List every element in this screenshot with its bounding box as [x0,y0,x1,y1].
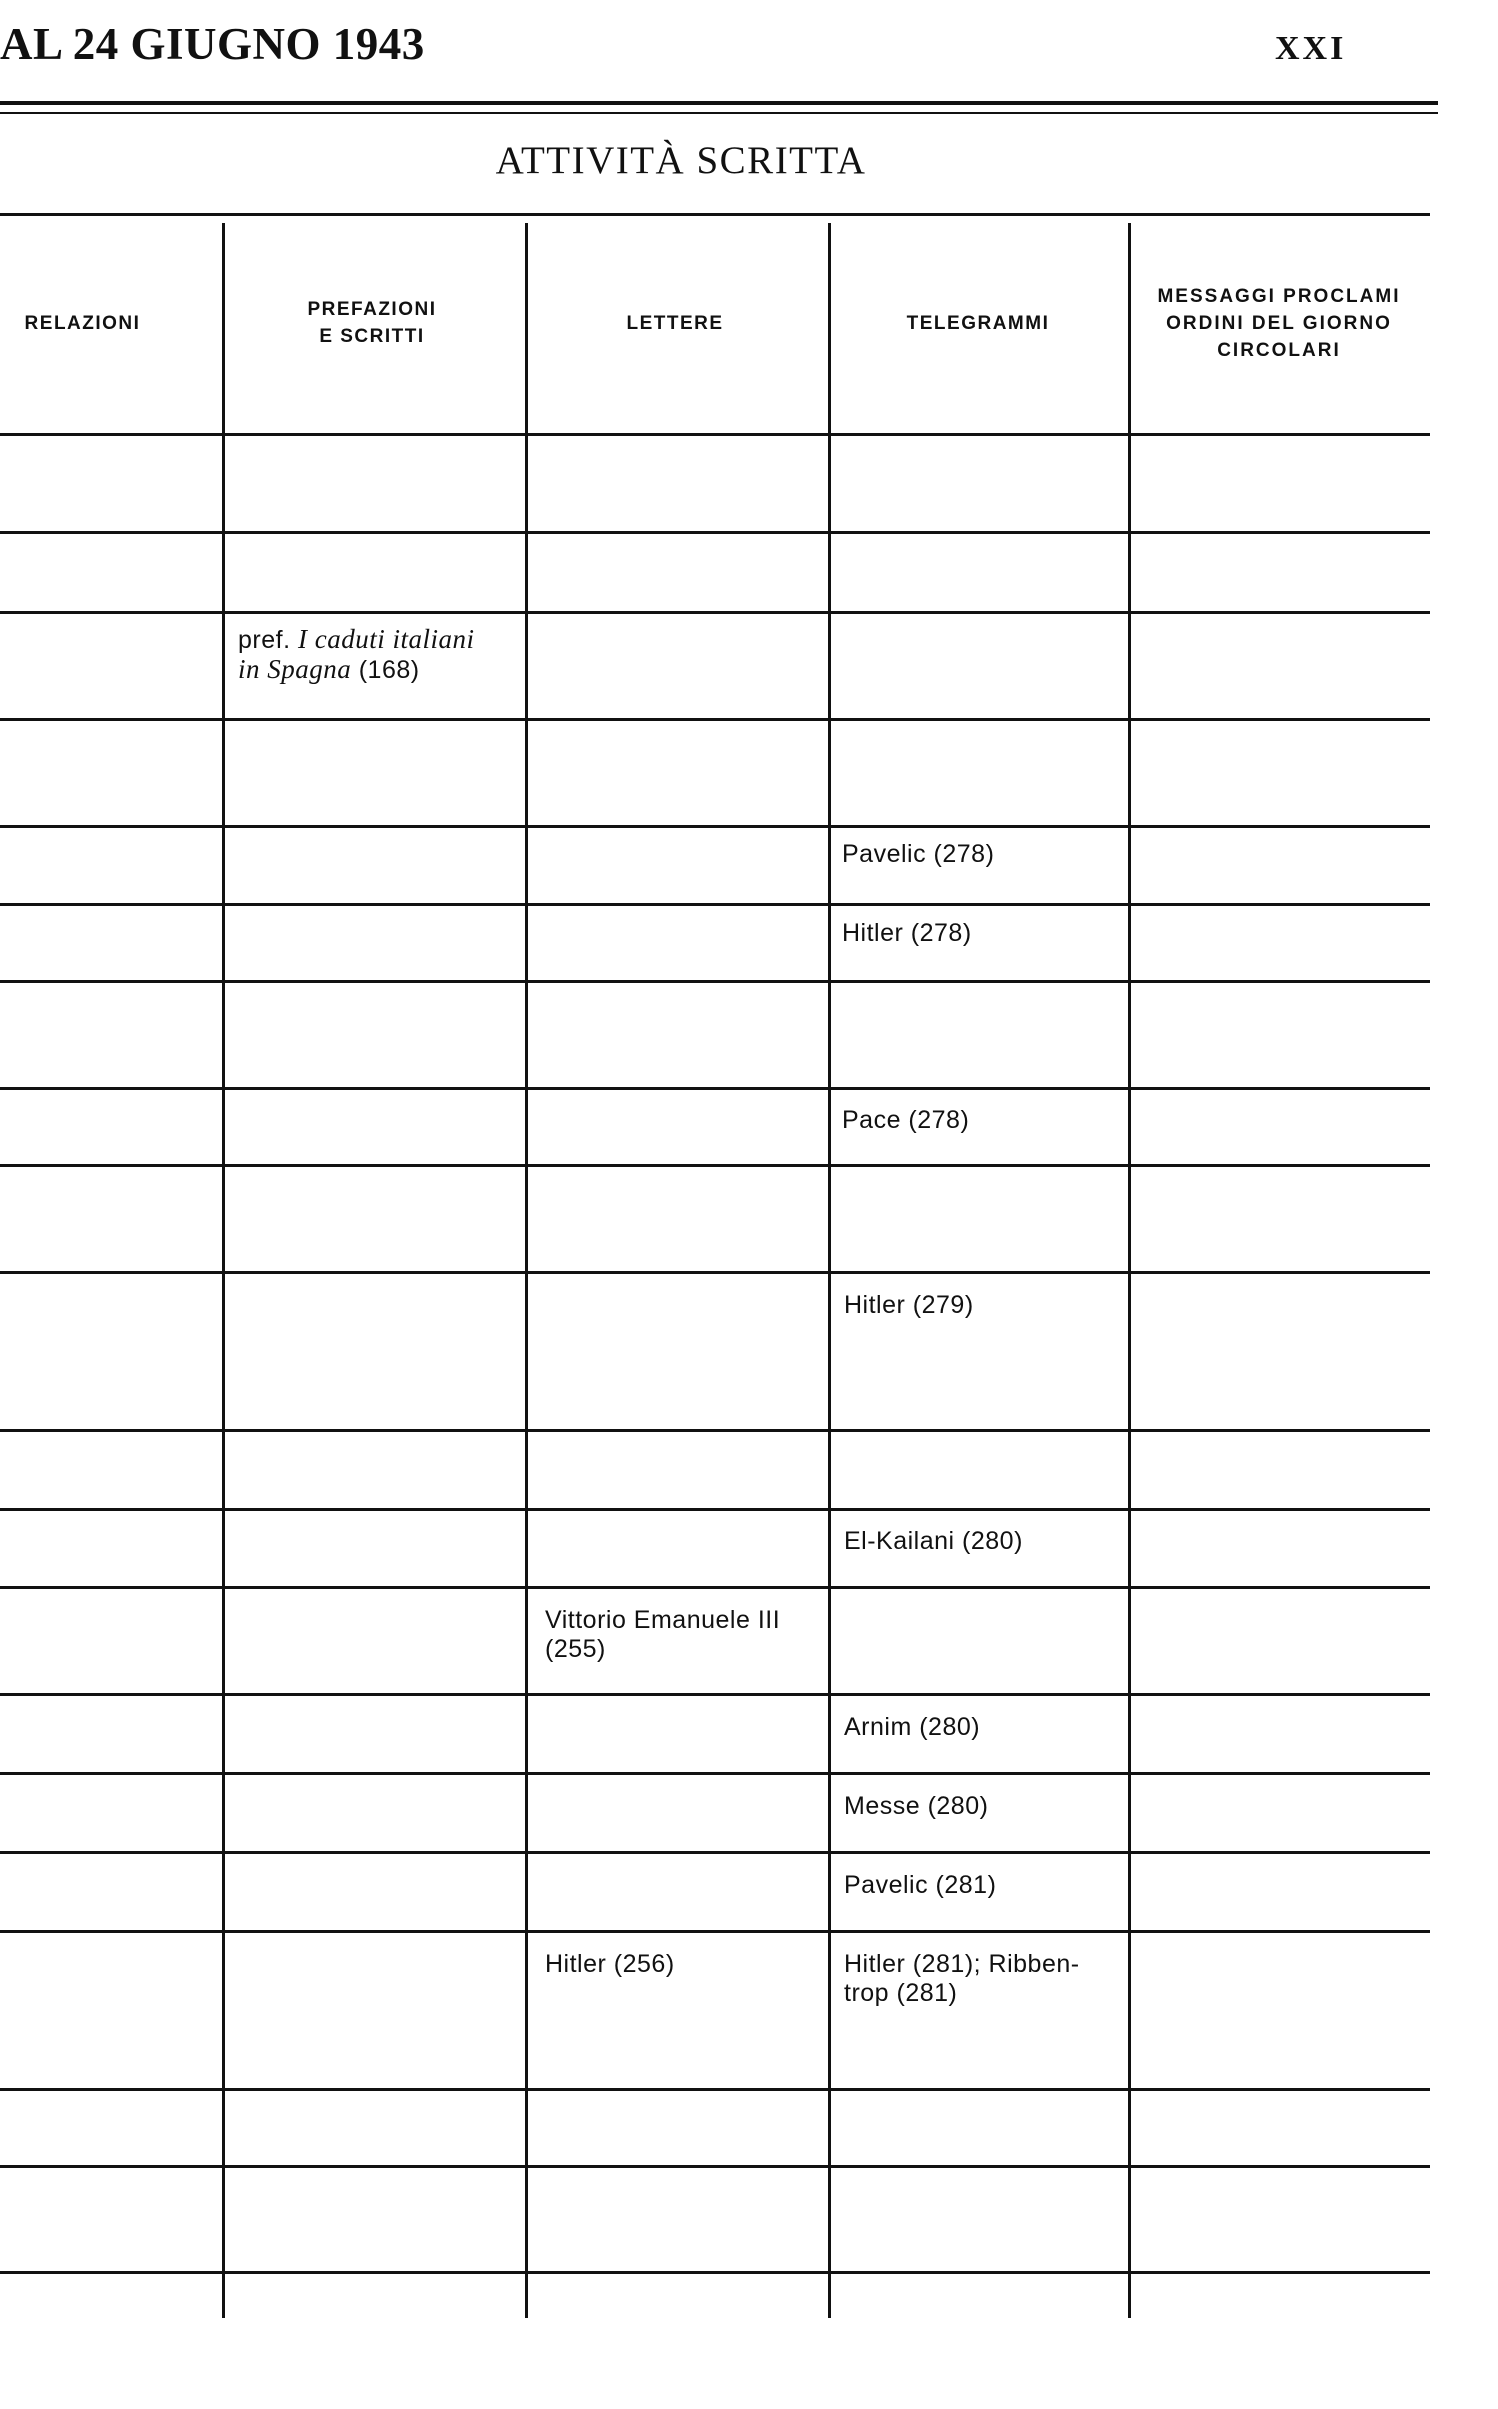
row-rule [0,980,1430,983]
page-title: ATTIVITÀ SCRITTA [495,139,867,182]
activity-table [0,213,1430,2321]
header-rule-thick [0,101,1438,105]
running-header: AL 24 GIUGNO 1943 [0,19,425,69]
lettera-entry: Vittorio Emanuele III (255) [545,1606,781,1663]
column-header-relazioni: RELAZIONI [24,312,141,334]
row-rule [0,1930,1430,1933]
column-rule [525,223,528,2318]
prefazione-entry [238,625,523,685]
column-header-prefazioni: PREFAZIONI E SCRITTI [307,299,437,347]
row-rule [0,2271,1430,2274]
row-rule [0,718,1430,721]
column-header-telegrammi: TELEGRAMMI [906,312,1050,334]
row-rule [0,903,1430,906]
row-rule [0,1429,1430,1432]
telegram-entry: Hitler (279) [844,1291,974,1319]
row-rule [0,611,1430,614]
row-rule [0,1586,1430,1589]
column-rule [828,223,831,2318]
row-rule [0,2088,1430,2091]
column-header-lettere: LETTERE [626,312,724,334]
pref-page: (168) [358,656,420,684]
telegram-entry: Hitler (278) [842,919,972,947]
column-header-messaggi: MESSAGGI PROCLAMI ORDINI DEL GIORNO CIRCOLARI [1157,285,1401,361]
row-rule [0,2165,1430,2168]
pref-title: I caduti italiani in Spagna [238,624,475,684]
row-rule [0,531,1430,534]
row-rule [0,1508,1430,1511]
column-rule [1128,223,1131,2318]
row-rule [0,433,1430,436]
telegram-entry: Hitler (281); Ribben- trop (281) [844,1950,1080,2007]
column-rule [222,223,225,2318]
telegram-entry: Pavelic (281) [844,1871,997,1899]
row-rule [0,1087,1430,1090]
pref-prefix: pref. [238,626,291,654]
telegram-entry: Arnim (280) [844,1713,981,1741]
telegram-entry: Messe (280) [844,1792,989,1820]
row-rule [0,1772,1430,1775]
telegram-entry: Pace (278) [842,1106,970,1134]
telegram-entry: Pavelic (278) [842,840,995,868]
header-rule-thin [0,112,1438,114]
row-rule [0,1164,1430,1167]
row-rule [0,1693,1430,1696]
row-rule [0,825,1430,828]
page-number: XXI [1275,30,1347,67]
lettera-entry: Hitler (256) [545,1950,675,1978]
row-rule [0,1271,1430,1274]
telegram-entry: El-Kailani (280) [844,1527,1023,1555]
row-rule [0,1851,1430,1854]
